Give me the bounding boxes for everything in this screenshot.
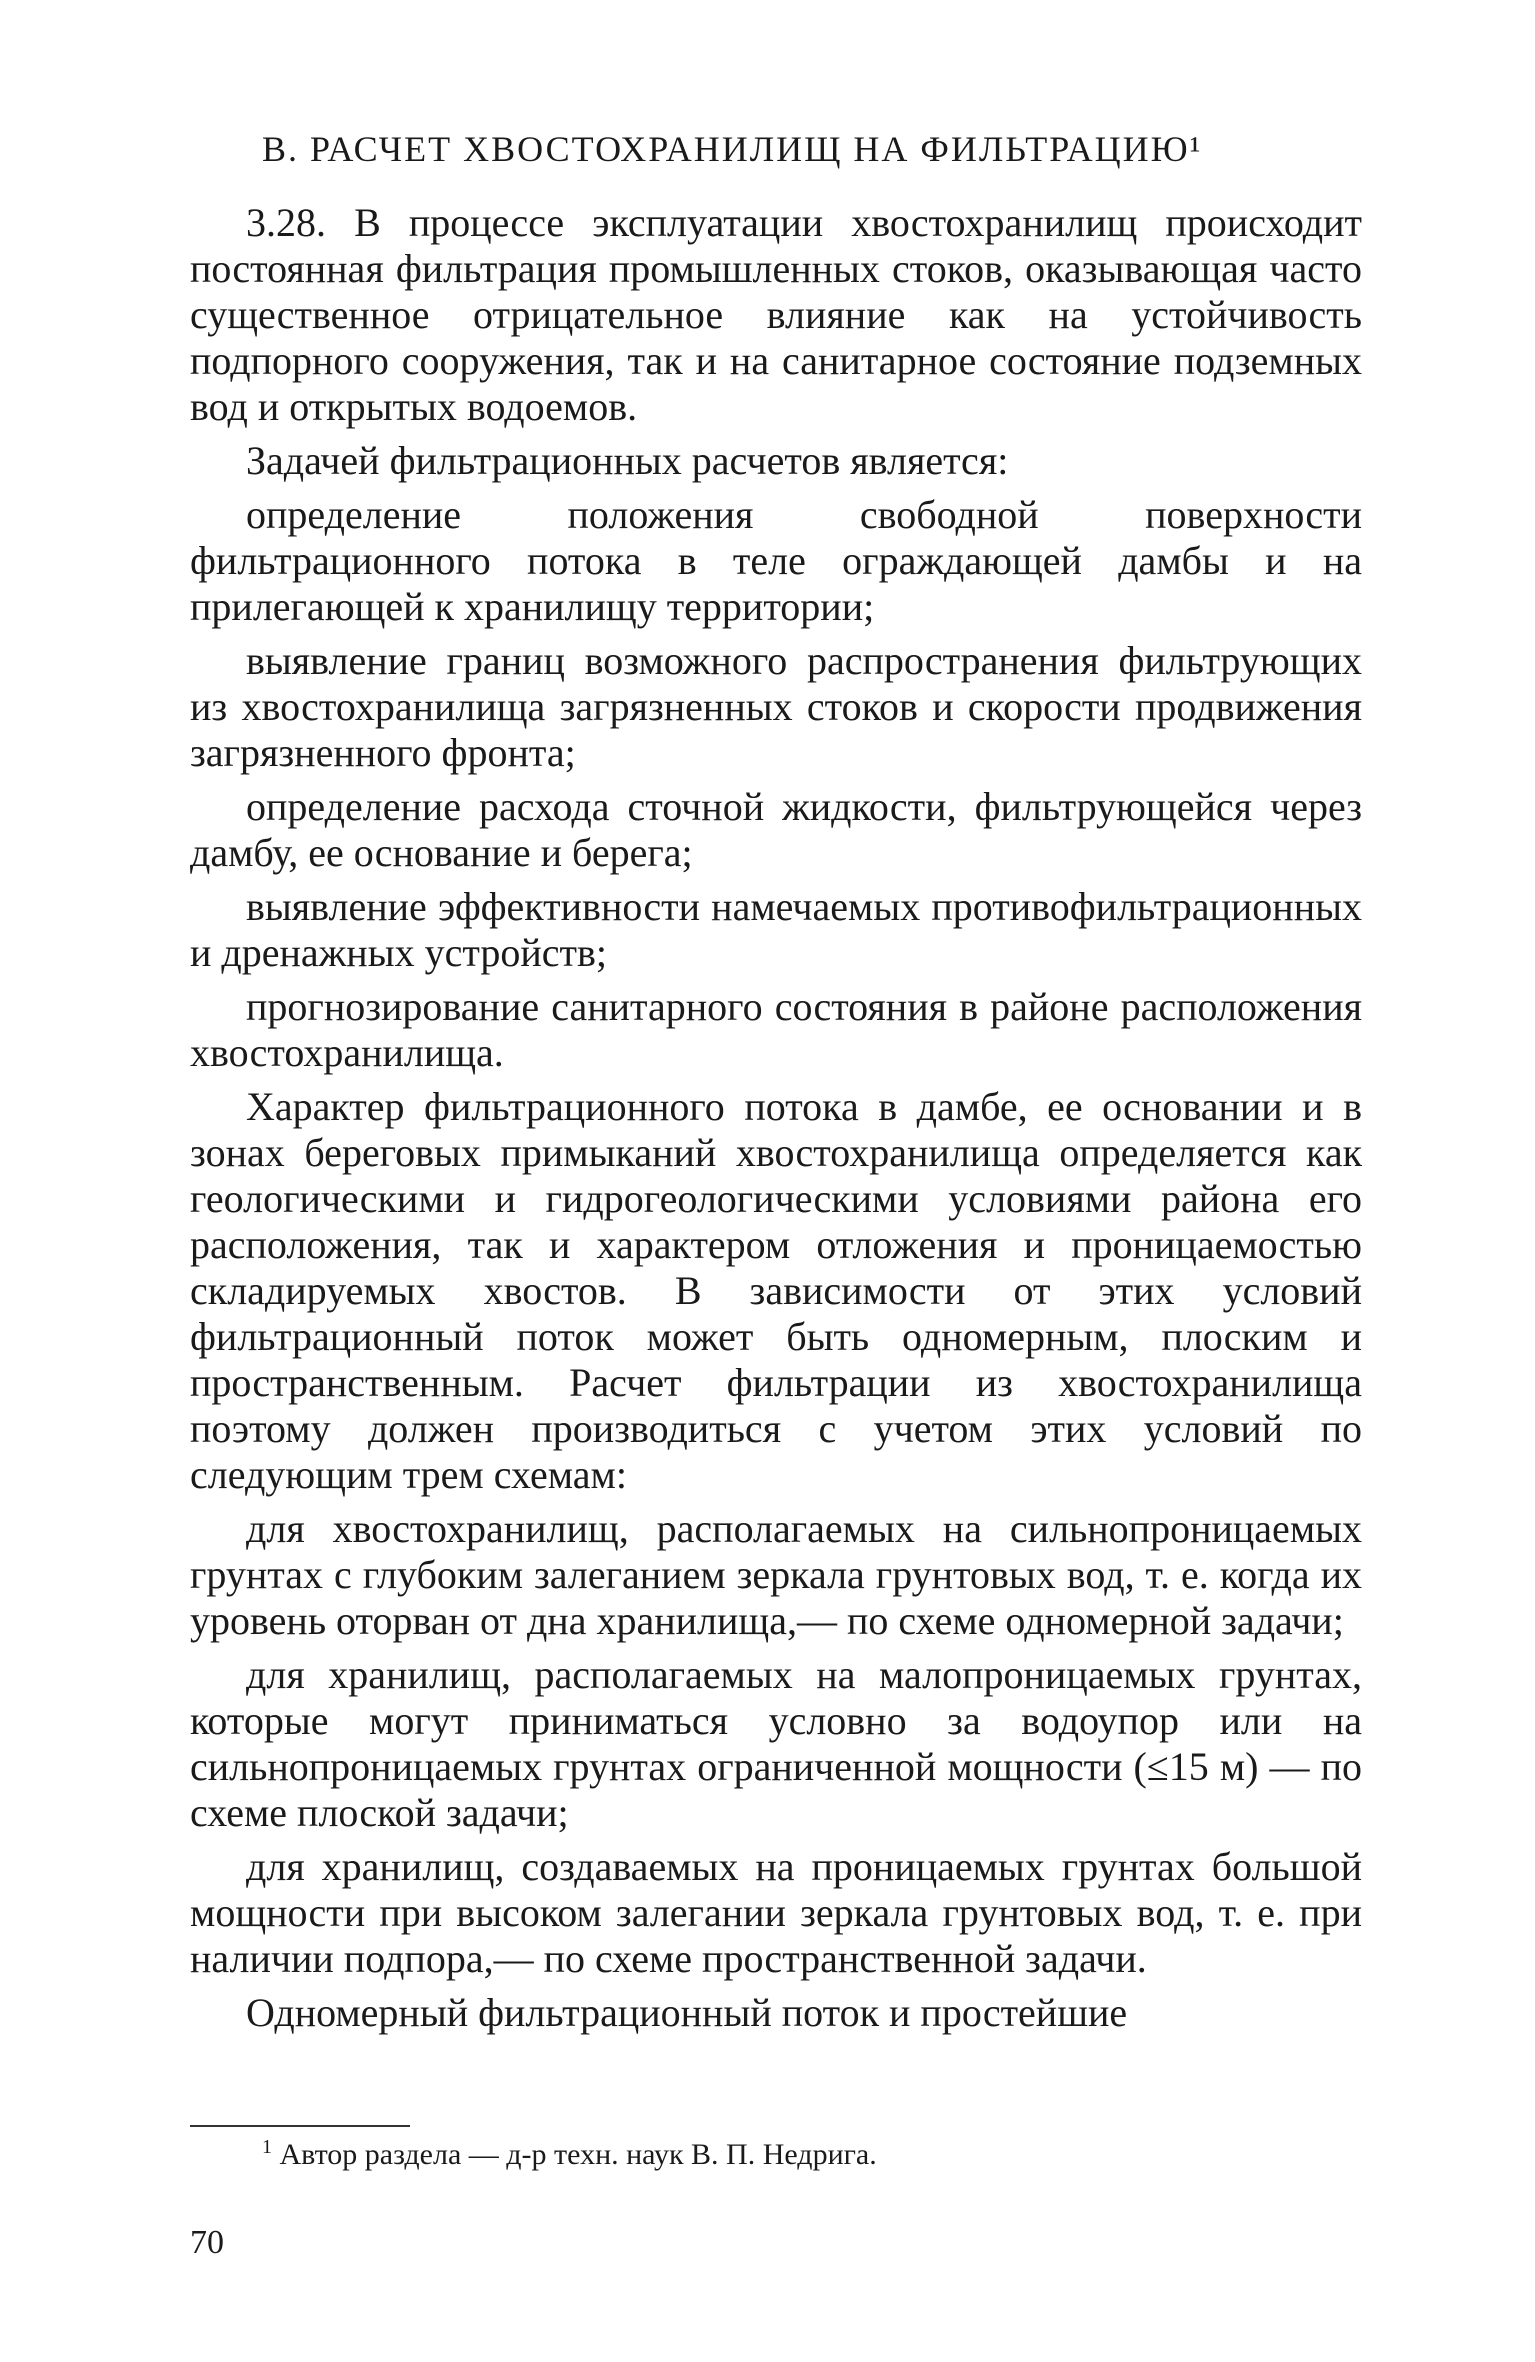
paragraph: Характер фильтрационного потока в дамбе, ее основании и в зонах береговых примыканий хвостохранилища определяется как геологическими и гидрогеологическими условиями района его расположения, так и характером отложения и проницаемостью складируемых хвостов. В зависимости от этих условий фильтрационный поток может быть одномерным, плоским и пространственным. Расчет фильтрации из хвостохранилища поэтому должен производиться с учетом этих условий по следующим трем схемам: xyxy=(190,1084,1362,1497)
footnote-text: Автор раздела — д-р техн. наук В. П. Недрига. xyxy=(279,2138,877,2171)
footnote-mark: 1 xyxy=(262,2136,272,2158)
paragraph: Одномерный фильтрационный поток и простейшие xyxy=(246,1990,1128,2035)
paragraph: для хранилищ, создаваемых на проницаемых грунтах большой мощности при высоком залегании зеркала грунтовых вод, т. е. при наличии подпора,— по схеме пространственной задачи. xyxy=(190,1844,1362,1981)
paragraph: определение расхода сточной жидкости, фильтрующейся через дамбу, ее основание и берега; xyxy=(190,784,1362,875)
footnote xyxy=(262,2136,877,2172)
paragraph: прогнозирование санитарного состояния в районе расположения хвостохранилища. xyxy=(190,984,1362,1075)
paragraph: выявление границ возможного распространения фильтрующих из хвостохранилища загрязненных стоков и скорости продвижения загрязненного фронта; xyxy=(190,638,1362,775)
paragraph: 3.28. В процессе эксплуатации хвостохранилищ происходит постоянная фильтрация промышленных стоков, оказывающая часто существенное отрицательное влияние как на устойчивость подпорного сооружения, так и на санитарное состояние подземных вод и открытых водоемов. xyxy=(190,200,1362,429)
page-number: 70 xyxy=(190,2224,224,2261)
body-text xyxy=(190,200,1362,2044)
paragraph: выявление эффективности намечаемых противофильтрационных и дренажных устройств; xyxy=(190,884,1362,975)
paragraph: Задачей фильтрационных расчетов является: xyxy=(246,438,1009,483)
footnote-divider xyxy=(190,2125,410,2127)
section-heading: В. РАСЧЕТ ХВОСТОХРАНИЛИЩ НА ФИЛЬТРАЦИЮ¹ xyxy=(262,129,1203,169)
paragraph: определение положения свободной поверхности фильтрационного потока в теле ограждающей дамбы и на прилегающей к хранилищу территории; xyxy=(190,492,1362,629)
paragraph: для хвостохранилищ, располагаемых на сильнопроницаемых грунтах с глубоким залеганием зеркала грунтовых вод, т. е. когда их уровень оторван от дна хранилища,— по схеме одномерной задачи; xyxy=(190,1506,1362,1643)
paragraph: для хранилищ, располагаемых на малопроницаемых грунтах, которые могут приниматься условно за водоупор или на сильнопроницаемых грунтах ограниченной мощности (≤15 м) — по схеме плоской задачи; xyxy=(190,1652,1362,1835)
